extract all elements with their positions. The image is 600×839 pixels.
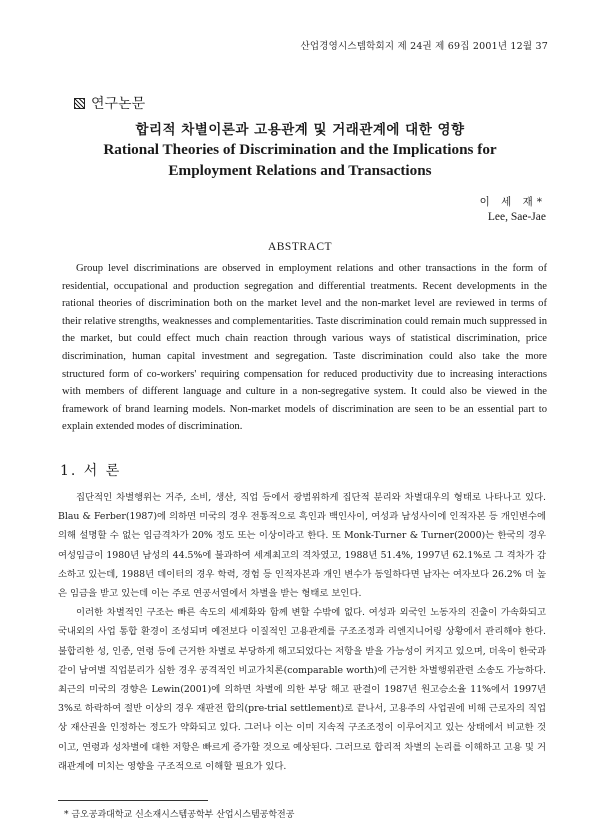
body-paragraph: 집단적인 차별행위는 거주, 소비, 생산, 직업 등에서 광범위하게 집단적 분리와 차별대우의 형태로 나타나고 있다. Blau & Ferber(1987)에 의하면 미국의 경우 전통적으로 흑인과 백인사이, 여성과 남성사이에 인적자본 등 개인변수에 의해 설명할 수 없는 임금격차가 20% 정도 또는 이상이라고 한다. 또 Monk-Turner & Turner(2000)는 한국의 경우 여성임금이 1980년 남성의 44.5%에 불과하여 세계최고의 격차였고, 1988년 51.4%, 1997년 62.1%로 그 격차가 감소하고 있는데, 1988년 데이터의 경우 학력, 경험 등 인적자본과 개인 변수가 동일하다면 남자는 여자보다 26.2% 더 높은 임금을 받고 있는데 이는 주로 연공서열에서 차별을 받는 형태로 보인다. <box>58 492 546 600</box>
body-paragraph: 이러한 차별적인 구조는 빠른 속도의 세계화와 함께 변할 수밖에 없다. 여성과 외국인 노동자의 진출이 가속화되고 국내외의 사업 통합 환경이 조성되며 예전보다 이질적인 고용관계를 구조조정과 리엔지니어링 상황에서 관리해야 한다. 불합리한 성, 인종, 연령 등에 근거한 차별로 부당하게 해고되었다는 저항을 받을 가능성이 커지고 있으며, 더욱이 한국과 같이 남여별 직업분리가 심한 경우 공격적인 비교가치론(comparable worth)에 근거한 차별행위관련 소송도 가능하다. 최근의 미국의 경향은 Lewin(2001)에 의하면 차별에 의한 부당 해고 판결이 1987년 원고승소율 11%에서 1997년 3%로 하락하여 절반 이상의 경우 재판전 합의(pre-trial settlement)로 끝나서, 고용주의 사업권에 비해 근로자의 직업상 재산권을 인정하는 정도가 약화되고 있다. 그러나 이는 이미 지속적 구조조정이 이루어지고 있는 상태에서 비교한 것이고, 연령과 성차별에 대한 저항은 빠르게 증가할 것으로 예상된다. 그러므로 합리적 차별의 논리를 이해하고 고용 및 거래관계에 미치는 영향을 구조적으로 이해할 필요가 있다. <box>58 607 546 772</box>
paper-title-english: Rational Theories of Discrimination and the Implications for Employment Relations and Transactions <box>103 141 497 179</box>
footnote-divider <box>58 800 208 801</box>
article-type-text: 연구논문 <box>91 96 146 112</box>
article-type-label <box>74 93 145 113</box>
author-name-english: Lee, Sae-Jae <box>487 211 546 223</box>
author-affiliation-footnote: * 금오공과대학교 신소재시스템공학부 산업시스템공학전공 <box>64 810 295 820</box>
section-heading-introduction: 1. 서 론 <box>60 463 122 479</box>
author-name-korean: 이 세 재* <box>479 196 546 208</box>
abstract-heading: ABSTRACT <box>267 241 333 253</box>
abstract-text: Group level discriminations are observed in employment relations and other transactions in the form of residential, occupational and production segregation and differential treatments. Recent developments in the rational theories of discrimination both on the market level and the non-market level are reviewed in terms of their relative strengths, weaknesses and complementarities. Taste discrimination could remain much suppressed in the market, but could effect much chain reaction through various ways of statistical discrimination, price discrimination, human capital investment and segregation. Taste discrimination could also take the more structured form of co-workers' requiring compensation for reduced productivity due to increasing interactions with members of different language and culture in a non-segregative system. It could also be viewed in the framework of brand learning models. Non-market models of discrimination are seen to be an essential part to explain extended modes of discrimination. <box>62 263 547 433</box>
paper-title-korean: 합리적 차별이론과 고용관계 및 거래관계에 대한 영향 <box>135 122 465 138</box>
hatched-square-icon <box>74 98 85 109</box>
introduction-body <box>58 488 546 776</box>
running-header: 산업경영시스템학회지 제 24권 제 69집 2001년 12월 37 <box>300 41 548 52</box>
